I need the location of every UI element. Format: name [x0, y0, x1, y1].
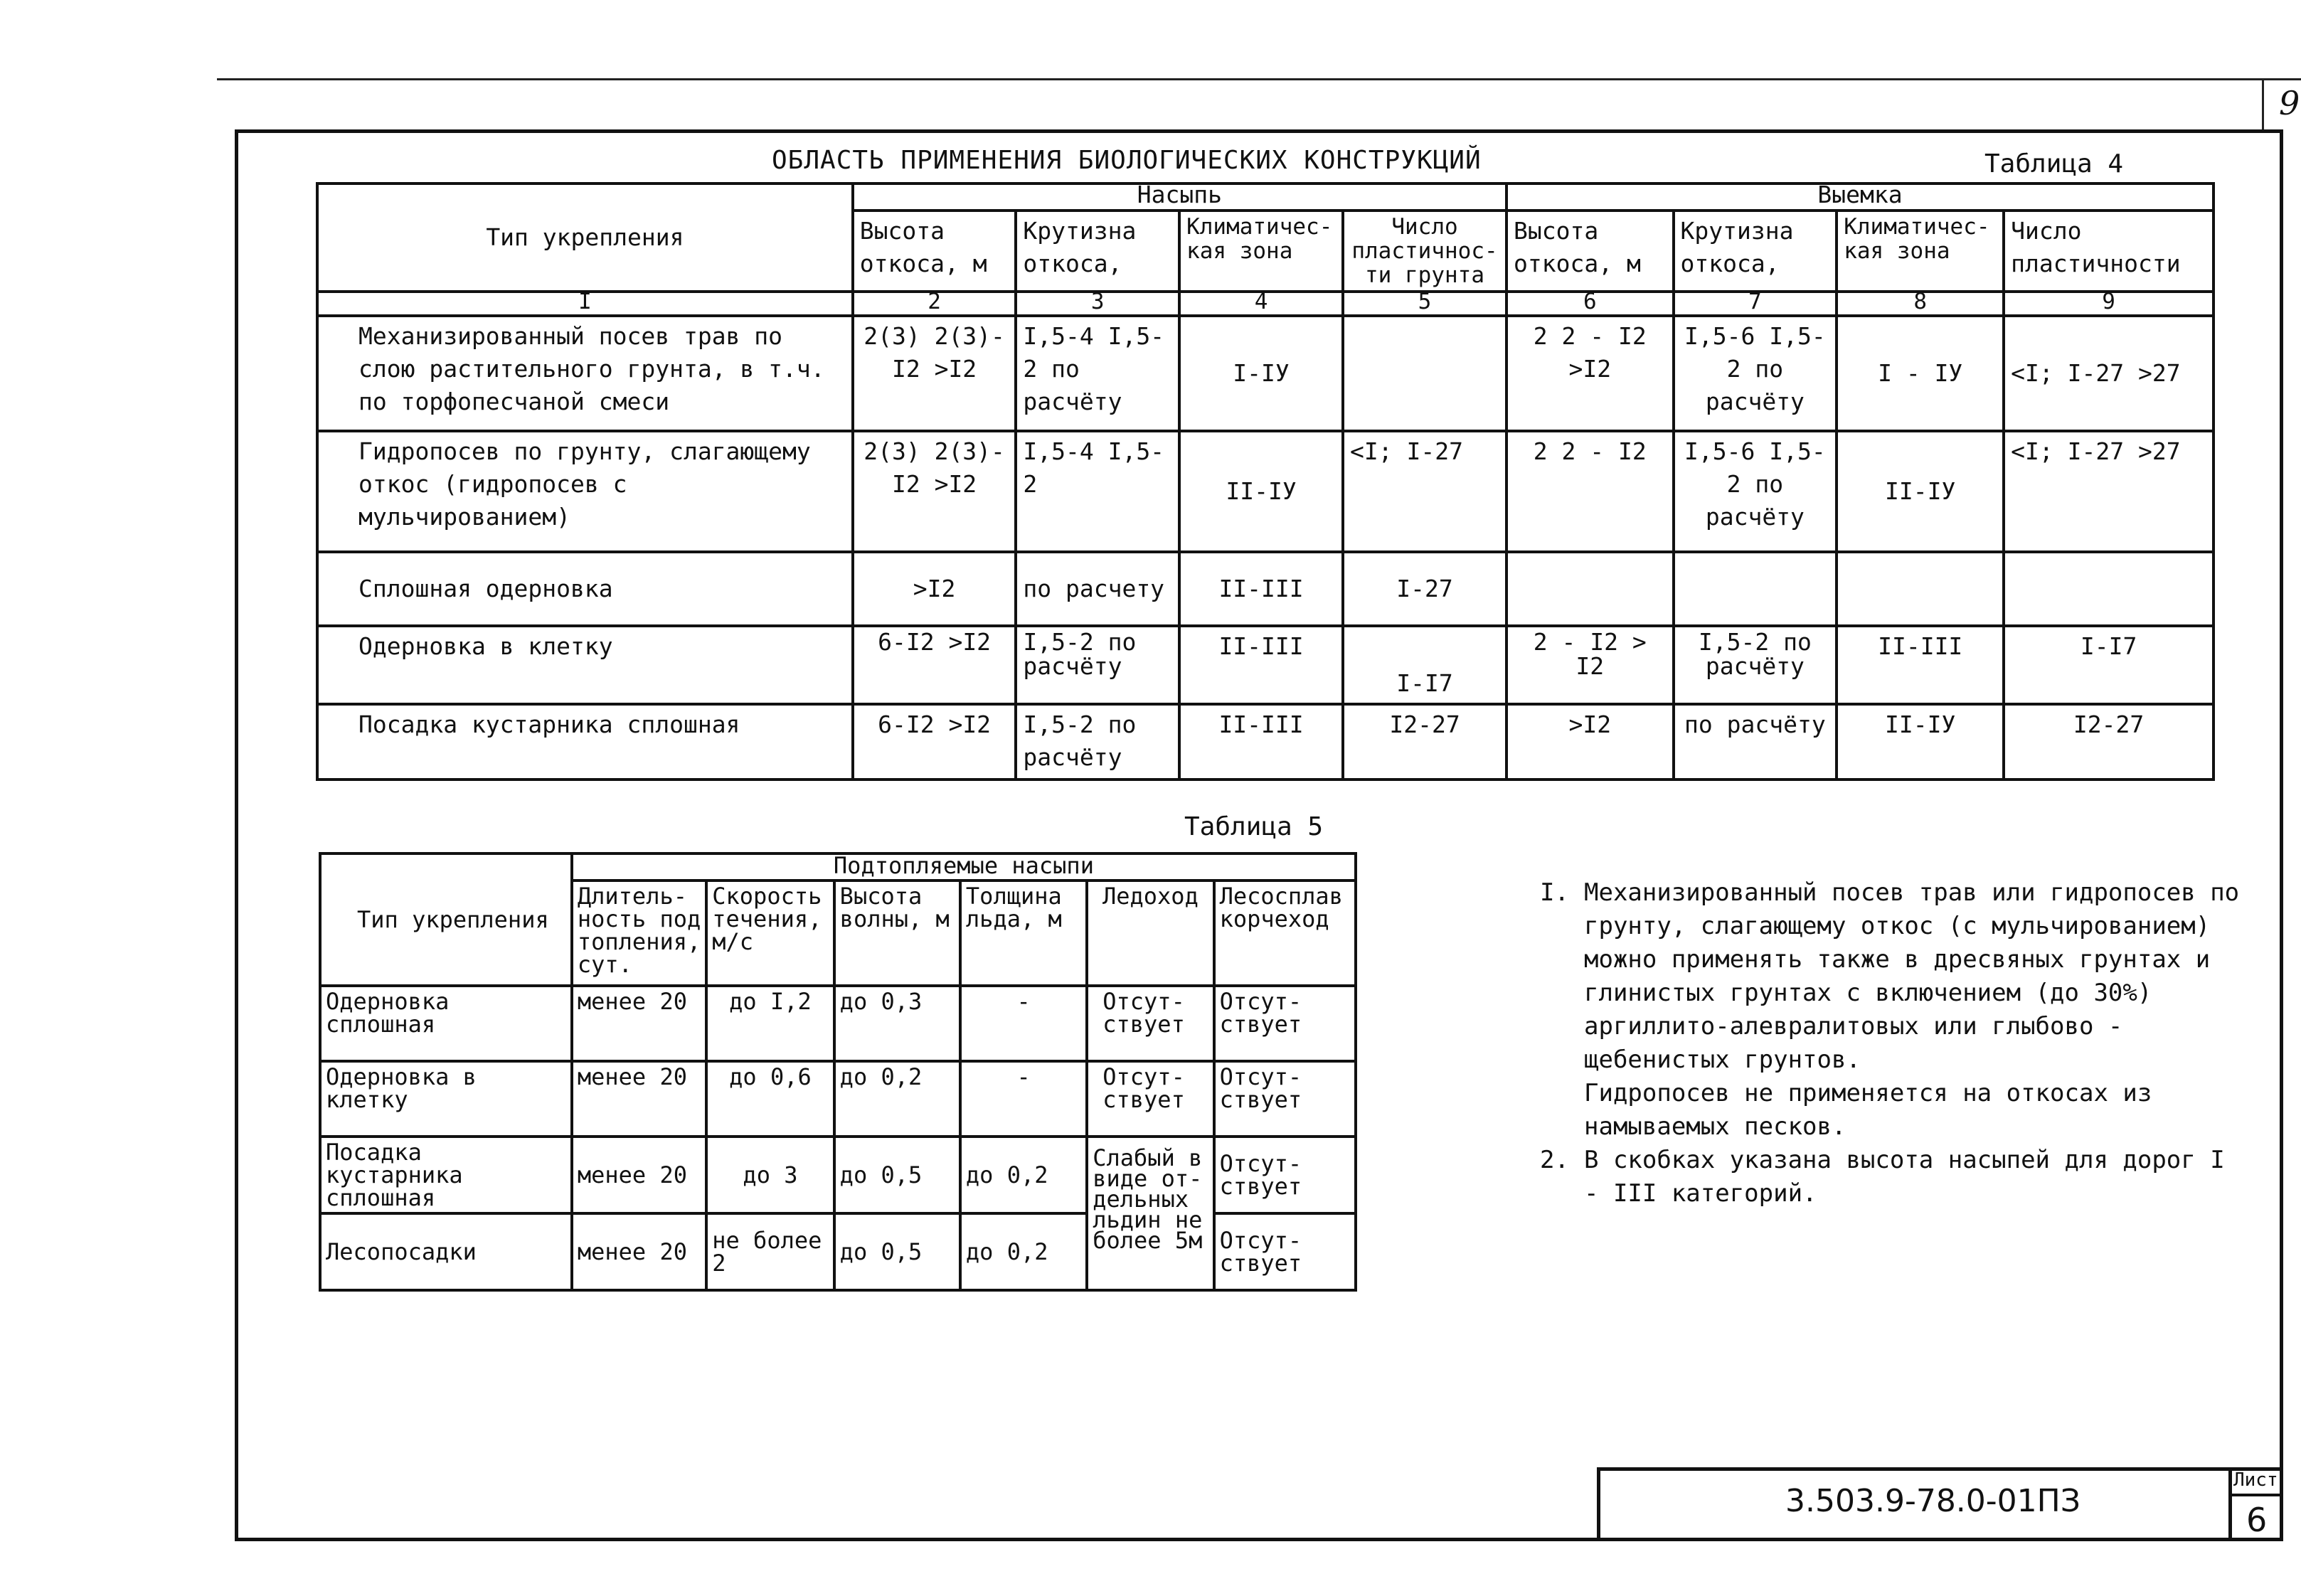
- t4-cell-height-v: [1506, 552, 1674, 626]
- t5-cell-speed: не более 2: [706, 1213, 834, 1290]
- t4-col-slope: Крутизна откоса,: [1016, 211, 1179, 292]
- t5-cell-drift: Отсут-ствует: [1087, 986, 1213, 1061]
- t4-cell-plast: <I; I-27: [1343, 431, 1506, 552]
- t5-col-type: Тип укрепления: [320, 853, 572, 986]
- t4-cell-climate-v: II-III: [1837, 626, 2004, 704]
- t5-cell-wave: до 0,5: [834, 1137, 960, 1213]
- top-border-line: [217, 78, 2301, 80]
- t4-cell-height: 6-I2 >I2: [853, 704, 1016, 780]
- table-row: [317, 626, 2214, 704]
- table-row: [320, 1137, 1356, 1213]
- t4-cell-plast-v: [2004, 552, 2214, 626]
- t4-cell-plast: I2-27: [1343, 704, 1506, 780]
- t4-cell-slope: по расчету: [1016, 552, 1179, 626]
- t4-col-plast: Число пластичнос-ти грунта: [1343, 211, 1506, 292]
- t5-col-raft: Лесосплав корчеход: [1214, 881, 1356, 986]
- t4-cell-slope: I,5-2 по расчёту: [1016, 626, 1179, 704]
- table-row: [317, 431, 2214, 552]
- t4-cell-climate: II-III: [1179, 552, 1343, 626]
- t4-cell-slope-v: по расчёту: [1674, 704, 1837, 780]
- t5-cell-duration: менее 20: [572, 986, 706, 1061]
- t5-cell-speed: до 0,6: [706, 1061, 834, 1137]
- t4-col-plast-v: Число пластичности: [2004, 211, 2214, 292]
- t5-cell-ice: до 0,2: [960, 1137, 1087, 1213]
- right-corner-line: [2262, 78, 2264, 129]
- t5-col-duration: Длитель-ность под топления, сут.: [572, 881, 706, 986]
- t4-cell-plast: [1343, 316, 1506, 431]
- t5-cell-drift: Отсут-ствует: [1087, 1061, 1213, 1137]
- t5-cell-ice: до 0,2: [960, 1213, 1087, 1290]
- t4-cell-height: 2(3) 2(3)-I2 >I2: [853, 431, 1016, 552]
- table-row: [317, 316, 2214, 431]
- t5-cell-speed: до I,2: [706, 986, 834, 1061]
- sheet-label: Лист: [2233, 1469, 2278, 1491]
- t4-cell-climate: I-IУ: [1179, 316, 1343, 431]
- t5-cell-raft: Отсут-ствует: [1214, 1061, 1356, 1137]
- t5-cell-raft: Отсут-ствует: [1214, 1137, 1356, 1213]
- t5-cell-type: Одерновка в клетку: [320, 1061, 572, 1137]
- t4-cell-type: Посадка кустарника сплошная: [317, 704, 853, 780]
- note-item: [1540, 876, 2251, 1077]
- sheet-separator: [2228, 1494, 2283, 1496]
- t4-cell-type: Сплошная одерновка: [317, 552, 853, 626]
- t4-cell-climate: II-III: [1179, 704, 1343, 780]
- t5-cell-wave: до 0,5: [834, 1213, 960, 1290]
- t4-col-climate: Климатичес-кая зона: [1179, 211, 1343, 292]
- t5-cell-type: Лесопосадки: [320, 1213, 572, 1290]
- t4-group-nasyp: Насыпь: [853, 183, 1506, 211]
- t4-cell-height-v: >I2: [1506, 704, 1674, 780]
- t5-cell-duration: менее 20: [572, 1137, 706, 1213]
- t4-cell-climate: II-III: [1179, 626, 1343, 704]
- t4-cell-type: Механизированный посев трав по слою растительного грунта, в т.ч. по торфопесчаной смеси: [317, 316, 853, 431]
- t4-colnum: 6: [1506, 292, 1674, 316]
- t5-cell-raft: Отсут-ствует: [1214, 986, 1356, 1061]
- table4-title: ОБЛАСТЬ ПРИМЕНЕНИЯ БИОЛОГИЧЕСКИХ КОНСТРУКЦИЙ: [772, 146, 1482, 175]
- t5-cell-duration: менее 20: [572, 1061, 706, 1137]
- t4-cell-slope: I,5-4 I,5-2: [1016, 431, 1179, 552]
- t5-cell-drift: Слабый в виде от-дельных льдин не более 5м: [1087, 1137, 1213, 1290]
- t4-cell-height-v: 2 2 - I2 >I2: [1506, 316, 1674, 431]
- t4-colnum: 9: [2004, 292, 2214, 316]
- note-item: [1540, 1144, 2251, 1211]
- table5-label: Таблица 5: [1184, 812, 1324, 841]
- t4-cell-height-v: 2 2 - I2: [1506, 431, 1674, 552]
- t5-cell-type: Посадка кустарника сплошная: [320, 1137, 572, 1213]
- t4-col-type: Тип укрепления: [317, 183, 853, 292]
- t5-col-wave: Высота волны, м: [834, 881, 960, 986]
- table-row: [320, 986, 1356, 1061]
- t4-group-vyemka: Выемка: [1506, 183, 2214, 211]
- t5-cell-raft: Отсут-ствует: [1214, 1213, 1356, 1290]
- t4-cell-climate-v: II-IУ: [1837, 431, 2004, 552]
- table5: [319, 852, 1357, 1292]
- t4-cell-climate-v: [1837, 552, 2004, 626]
- table-row: [320, 1061, 1356, 1137]
- t4-cell-slope-v: I,5-2 по расчёту: [1674, 626, 1837, 704]
- note-number: I.: [1540, 878, 1569, 907]
- t4-cell-plast: I-I7: [1343, 626, 1506, 704]
- t4-cell-slope: I,5-2 по расчёту: [1016, 704, 1179, 780]
- t4-cell-plast-v: <I; I-27 >27: [2004, 431, 2214, 552]
- t4-cell-height: 2(3) 2(3)-I2 >I2: [853, 316, 1016, 431]
- t4-cell-plast-v: I-I7: [2004, 626, 2214, 704]
- table-row: [317, 552, 2214, 626]
- t4-colnum: 2: [853, 292, 1016, 316]
- table4-label: Таблица 4: [1984, 149, 2124, 179]
- t4-col-height: Высота откоса, м: [853, 211, 1016, 292]
- note-number: 2.: [1540, 1146, 1569, 1174]
- t4-colnum: 7: [1674, 292, 1837, 316]
- t4-cell-height: >I2: [853, 552, 1016, 626]
- t4-colnum: 4: [1179, 292, 1343, 316]
- t4-col-slope-v: Крутизна откоса,: [1674, 211, 1837, 292]
- t5-col-drift: Ледоход: [1087, 881, 1213, 986]
- note-text: Механизированный посев трав или гидропосев по грунту, слагающему откос (с мульчированием) можно применять также в дресвяных грунтах и глинистых грунтах с включением (до 30%) аргиллито-алевралитовых или глыбово - щебенистых грунтов.: [1584, 878, 2240, 1074]
- t4-colnum: I: [317, 292, 853, 316]
- t4-cell-slope-v: I,5-6 I,5-2 по расчёту: [1674, 316, 1837, 431]
- t4-cell-height: 6-I2 >I2: [853, 626, 1016, 704]
- t4-cell-slope-v: I,5-6 I,5-2 по расчёту: [1674, 431, 1837, 552]
- t4-cell-type: Одерновка в клетку: [317, 626, 853, 704]
- t4-colnum: 5: [1343, 292, 1506, 316]
- sheet-number: 6: [2246, 1501, 2268, 1539]
- t4-cell-climate-v: I - IУ: [1837, 316, 2004, 431]
- t4-colnum: 8: [1837, 292, 2004, 316]
- t5-col-ice: Толщина льда, м: [960, 881, 1087, 986]
- t5-group: Подтопляемые насыпи: [572, 853, 1356, 881]
- t5-cell-wave: до 0,3: [834, 986, 960, 1061]
- t5-cell-ice: -: [960, 986, 1087, 1061]
- page-number: 9: [2279, 84, 2300, 122]
- note-text: В скобках указана высота насыпей для дорог I - III категорий.: [1584, 1146, 2225, 1208]
- table-row: [317, 704, 2214, 780]
- t4-cell-plast-v: <I; I-27 >27: [2004, 316, 2214, 431]
- table4: [316, 182, 2215, 781]
- t4-cell-type: Гидропосев по грунту, слагающему откос (гидропосев с мульчированием): [317, 431, 853, 552]
- t4-col-height-v: Высота откоса, м: [1506, 211, 1674, 292]
- t4-colnum: 3: [1016, 292, 1179, 316]
- t4-cell-plast: I-27: [1343, 552, 1506, 626]
- note-text: Гидропосев не применяется на откосах из намываемых песков.: [1584, 1079, 2152, 1141]
- notes: [1540, 876, 2251, 1211]
- t4-cell-climate: II-IУ: [1179, 431, 1343, 552]
- t5-cell-wave: до 0,2: [834, 1061, 960, 1137]
- t4-cell-slope: I,5-4 I,5-2 по расчёту: [1016, 316, 1179, 431]
- t5-cell-type: Одерновка сплошная: [320, 986, 572, 1061]
- t5-col-speed: Скорость течения, м/с: [706, 881, 834, 986]
- t4-cell-slope-v: [1674, 552, 1837, 626]
- t4-cell-plast-v: I2-27: [2004, 704, 2214, 780]
- t4-cell-climate-v: II-IУ: [1837, 704, 2004, 780]
- t4-cell-height-v: 2 - I2 > I2: [1506, 626, 1674, 704]
- t5-cell-speed: до 3: [706, 1137, 834, 1213]
- t5-cell-ice: -: [960, 1061, 1087, 1137]
- t4-col-climate-v: Климатичес-кая зона: [1837, 211, 2004, 292]
- t5-cell-duration: менее 20: [572, 1213, 706, 1290]
- document-code: 3.503.9-78.0-01ПЗ: [1785, 1483, 2081, 1519]
